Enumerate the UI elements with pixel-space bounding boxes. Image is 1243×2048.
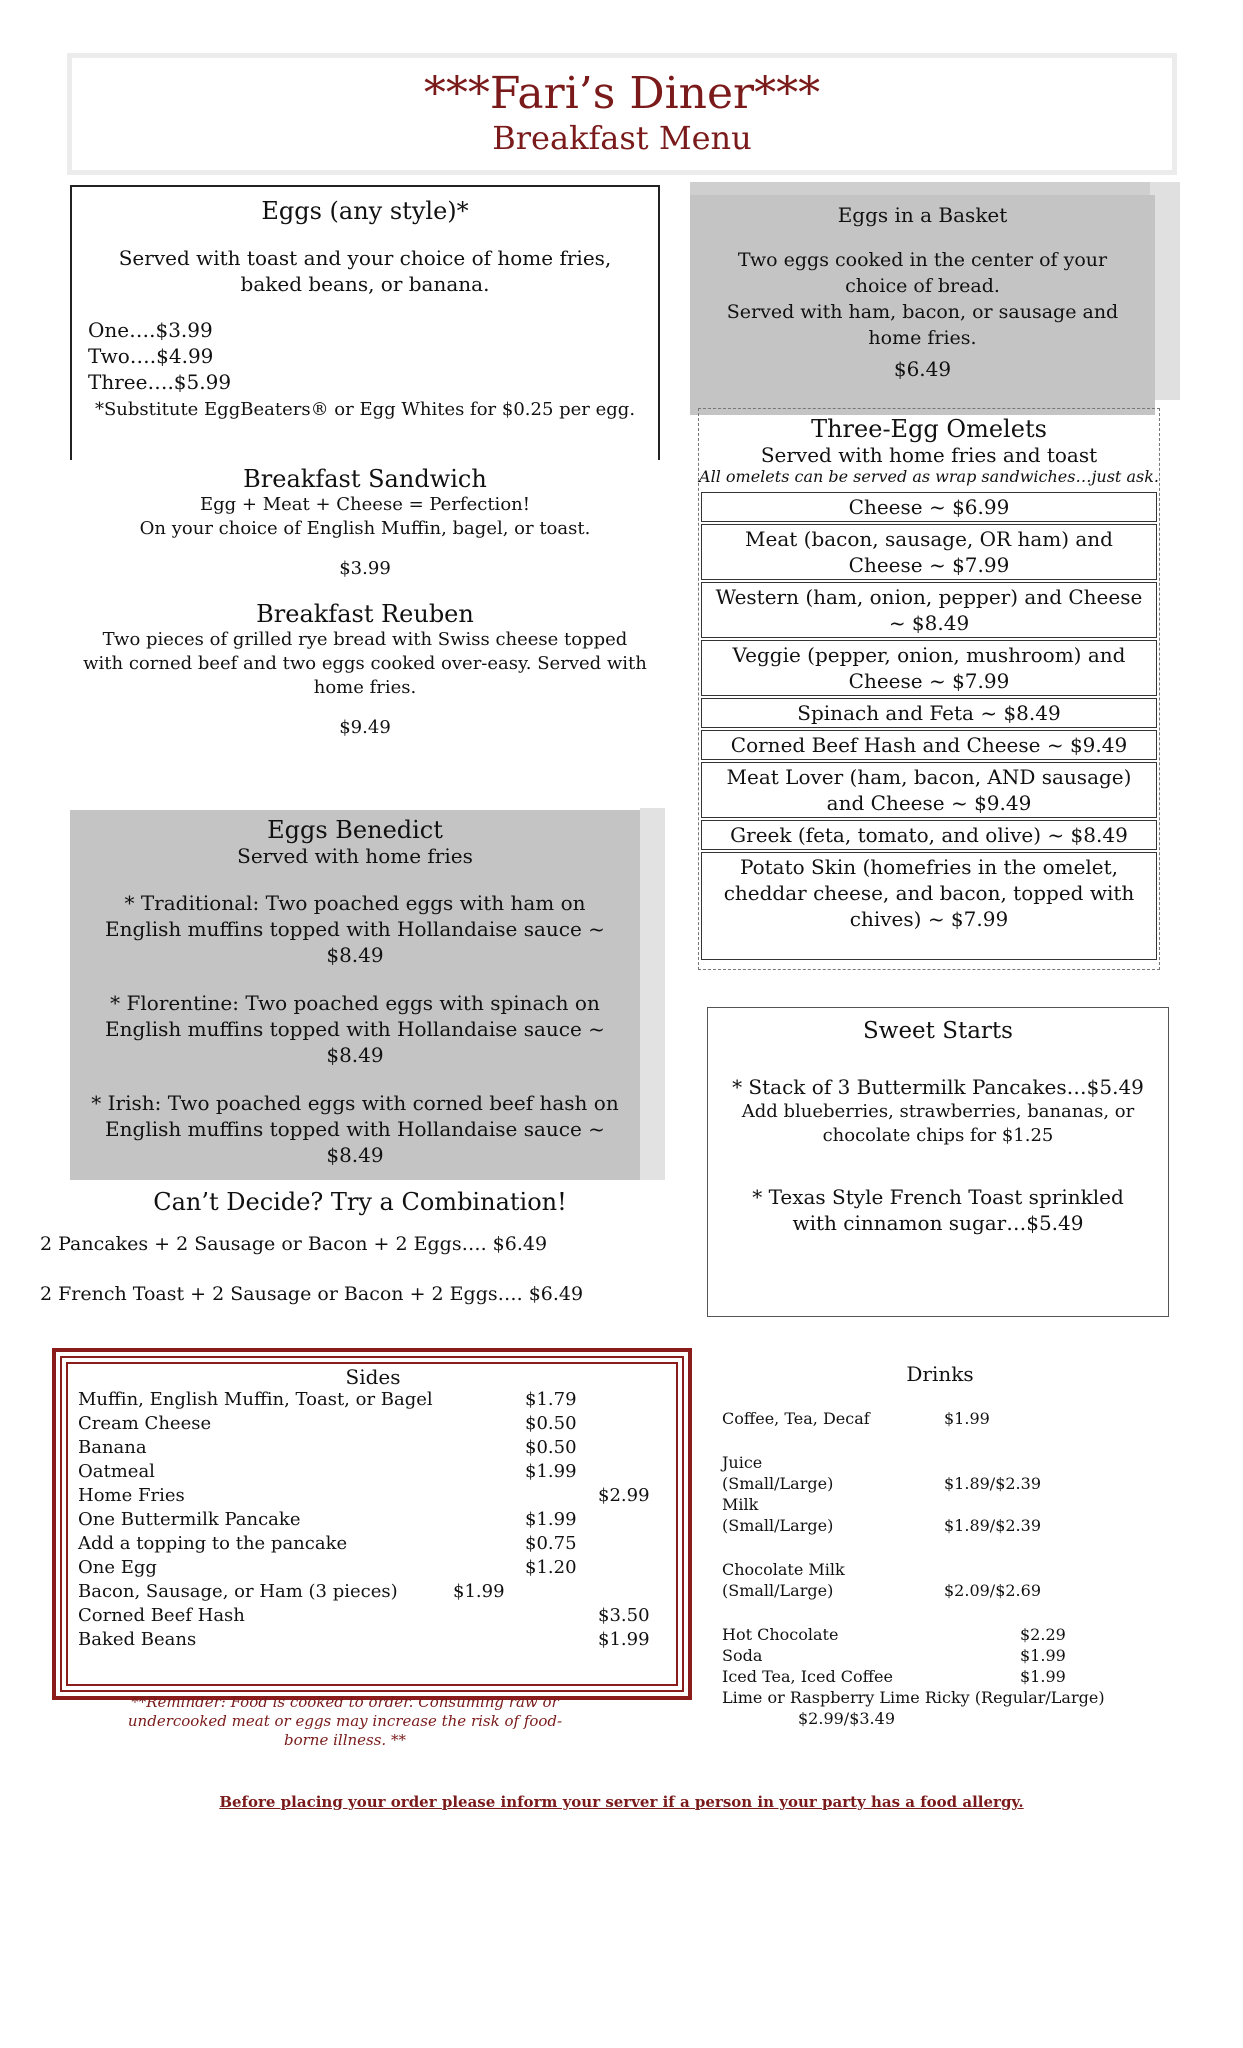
drink-juice-size: (Small/Large)	[722, 1474, 834, 1493]
drink-hot-chocolate: Hot Chocolate	[722, 1625, 839, 1644]
drink-coffee: Coffee, Tea, Decaf	[722, 1409, 870, 1428]
section-subtitle: Served with home fries and toast	[760, 443, 1098, 467]
drink-ricky: Lime or Raspberry Lime Ricky (Regular/Large)	[722, 1688, 1105, 1707]
section-title: Eggs (any style)*	[261, 197, 469, 225]
allergy-notice: Before placing your order please inform your server if a person in your party has a food allergy.	[219, 1793, 1024, 1811]
menu-title: Breakfast Menu	[492, 119, 752, 157]
drink-milk-price: $1.89/$2.39	[944, 1516, 1041, 1535]
side-name: Cream Cheese	[78, 1413, 212, 1434]
drink-soda-price: $1.99	[1020, 1646, 1066, 1665]
sandwich-line1: Egg + Meat + Cheese = Perfection!	[200, 494, 530, 515]
drink-juice-price: $1.89/$2.39	[944, 1474, 1041, 1493]
side-price: $2.99	[598, 1485, 650, 1506]
side-row	[78, 1629, 668, 1653]
side-name: Muffin, English Muffin, Toast, or Bagel	[78, 1389, 433, 1410]
side-row	[78, 1461, 668, 1485]
section-subtitle: Served with home fries	[237, 844, 473, 868]
price-three: Three….$5.99	[88, 370, 232, 394]
side-name: Bacon, Sausage, or Ham (3 pieces)	[78, 1581, 398, 1602]
side-price: $0.50	[525, 1413, 577, 1434]
eggs-benedict-section	[70, 810, 640, 1180]
drink-juice: Juice	[722, 1453, 763, 1472]
side-name: Home Fries	[78, 1485, 185, 1506]
price-two: Two….$4.99	[88, 344, 214, 368]
side-row	[78, 1485, 668, 1509]
omelet-item: Western (ham, onion, pepper) and Cheese ~ $8.49	[701, 582, 1157, 638]
omelet-item: Greek (feta, tomato, and olive) ~ $8.49	[701, 820, 1157, 850]
pancake-addon: Add blueberries, strawberries, bananas, or chocolate chips for $1.25	[741, 1101, 1135, 1146]
drink-iced: Iced Tea, Iced Coffee	[722, 1667, 893, 1686]
benedict-item: * Traditional: Two poached eggs with ham on English muffins topped with Hollandaise sauce ~ $8.49	[105, 891, 605, 967]
sides-list	[78, 1389, 668, 1653]
drink-ricky-price: $2.99/$3.49	[798, 1709, 895, 1728]
price-list	[88, 317, 658, 395]
omelet-item: Meat Lover (ham, bacon, AND sausage) and Cheese ~ $9.49	[701, 762, 1157, 818]
omelet-item: Corned Beef Hash and Cheese ~ $9.49	[701, 730, 1157, 760]
side-price: $1.99	[525, 1509, 577, 1530]
side-price: $1.99	[525, 1461, 577, 1482]
benedict-item: * Irish: Two poached eggs with corned beef hash on English muffins topped with Hollandaise sauce ~ $8.49	[91, 1091, 619, 1167]
side-row	[78, 1413, 668, 1437]
basket-shadow-top	[690, 182, 1180, 196]
side-price: $3.50	[598, 1605, 650, 1626]
side-price: $0.75	[525, 1533, 577, 1554]
section-description	[710, 247, 1135, 351]
drink-iced-price: $1.99	[1020, 1667, 1066, 1686]
omelet-item: Cheese ~ $6.99	[701, 492, 1157, 522]
side-name: Add a topping to the pancake	[78, 1533, 348, 1554]
drink-milk-size: (Small/Large)	[722, 1516, 834, 1535]
pancake-item: * Stack of 3 Buttermilk Pancakes…$5.49	[732, 1075, 1144, 1099]
side-row	[78, 1581, 668, 1605]
price: $3.99	[339, 558, 391, 579]
combination-title: Can’t Decide? Try a Combination!	[153, 1188, 567, 1216]
sandwich-line2: On your choice of English Muffin, bagel, or toast.	[139, 518, 591, 539]
side-row	[78, 1509, 668, 1533]
side-name: One Egg	[78, 1557, 157, 1578]
side-price: $1.99	[453, 1581, 505, 1602]
drink-hot-chocolate-price: $2.29	[1020, 1625, 1066, 1644]
combo-line: 2 French Toast + 2 Sausage or Bacon + 2 Eggs…. $6.49	[40, 1283, 584, 1305]
omelets-section	[698, 408, 1160, 970]
side-name: Banana	[78, 1437, 147, 1458]
food-reminder: **Reminder: Food is cooked to order. Consuming raw or undercooked meat or eggs may increase the risk of food-borne illness. **	[127, 1693, 563, 1749]
sides-section	[78, 1365, 668, 1653]
omelet-item: Veggie (pepper, onion, mushroom) and Cheese ~ $7.99	[701, 640, 1157, 696]
sweet-item: * Texas Style French Toast sprinkled with cinnamon sugar…$5.49	[752, 1185, 1124, 1235]
diner-name: ***Fari’s Diner***	[423, 68, 821, 119]
side-name: Baked Beans	[78, 1629, 197, 1650]
price: $9.49	[339, 717, 391, 738]
side-row	[78, 1389, 668, 1413]
drink-soda: Soda	[722, 1646, 763, 1665]
sweet-item	[728, 1074, 1148, 1148]
section-title: Three-Egg Omelets	[811, 415, 1047, 443]
section-description: Two pieces of grilled rye bread with Swiss cheese topped with corned beef and two eggs cooked over-easy. Served with home fries.	[83, 629, 647, 698]
side-price: $1.20	[525, 1557, 577, 1578]
drinks-title: Drinks	[906, 1362, 974, 1386]
section-title: Eggs Benedict	[267, 816, 443, 844]
side-price: $0.50	[525, 1437, 577, 1458]
desc-line: Served with ham, bacon, or sausage and home fries.	[726, 301, 1119, 349]
side-price: $1.79	[525, 1389, 577, 1410]
omelet-item: Potato Skin (homefries in the omelet, cheddar cheese, and bacon, topped with chives) ~ $7.99	[701, 852, 1157, 960]
drink-milk: Milk	[722, 1495, 759, 1514]
section-title: Sides	[345, 1365, 401, 1389]
omelet-item: Meat (bacon, sausage, OR ham) and Cheese ~ $7.99	[701, 524, 1157, 580]
side-price: $1.99	[598, 1629, 650, 1650]
side-row	[78, 1533, 668, 1557]
price-one: One….$3.99	[88, 318, 213, 342]
side-row	[78, 1557, 668, 1581]
section-description: Served with toast and your choice of home fries, baked beans, or banana.	[118, 246, 612, 296]
section-title: Sweet Starts	[863, 1018, 1013, 1044]
side-name: Corned Beef Hash	[78, 1605, 245, 1626]
menu-header	[67, 53, 1177, 175]
substitute-note: *Substitute EggBeaters® or Egg Whites for $0.25 per egg.	[94, 399, 636, 420]
drink-coffee-price: $1.99	[944, 1409, 990, 1428]
price: $6.49	[893, 357, 952, 381]
side-row	[78, 1605, 668, 1629]
desc-line: Two eggs cooked in the center of your choice of bread.	[737, 249, 1108, 297]
combo-line: 2 Pancakes + 2 Sausage or Bacon + 2 Eggs…. $6.49	[40, 1233, 548, 1255]
breakfast-sandwich-section	[70, 465, 660, 581]
omelet-item: Spinach and Feta ~ $8.49	[701, 698, 1157, 728]
breakfast-reuben-section	[80, 600, 650, 740]
side-name: One Buttermilk Pancake	[78, 1509, 301, 1530]
sweet-starts-section	[707, 1007, 1169, 1317]
wrap-note: All omelets can be served as wrap sandwiches…just ask.	[699, 467, 1159, 486]
drink-chocolate-milk-price: $2.09/$2.69	[944, 1581, 1041, 1600]
drink-chocolate-milk: Chocolate Milk	[722, 1560, 845, 1579]
drink-chocolate-milk-size: (Small/Large)	[722, 1581, 834, 1600]
benedict-shadow	[640, 808, 665, 1180]
section-title: Breakfast Sandwich	[243, 465, 487, 493]
side-row	[78, 1437, 668, 1461]
benedict-item: * Florentine: Two poached eggs with spinach on English muffins topped with Hollandaise sauce ~ $8.49	[105, 991, 605, 1067]
section-title: Breakfast Reuben	[256, 600, 474, 628]
side-name: Oatmeal	[78, 1461, 155, 1482]
eggs-in-basket-section	[690, 195, 1155, 415]
eggs-any-style-section	[70, 185, 660, 460]
section-title: Eggs in a Basket	[837, 203, 1008, 227]
